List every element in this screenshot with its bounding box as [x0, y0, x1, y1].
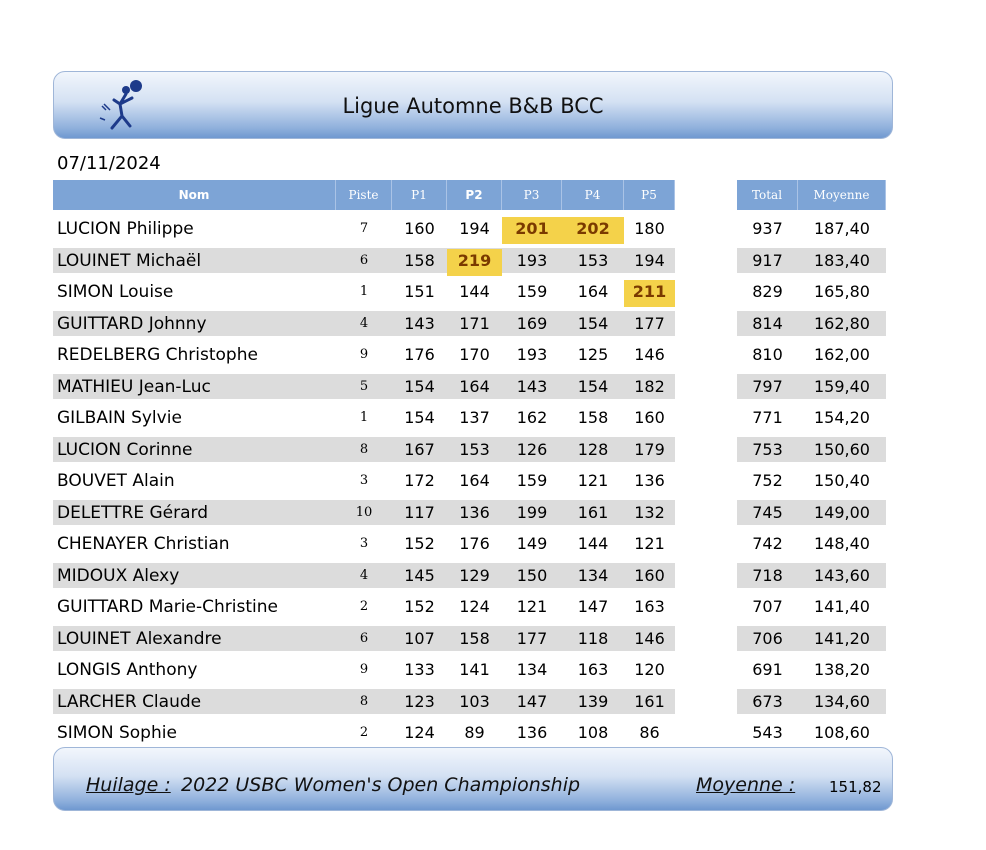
score-p1: 151	[404, 282, 435, 301]
player-name: GUITTARD Johnny	[57, 313, 207, 334]
moyenne-value: 151,82	[829, 778, 882, 796]
score-p2: 136	[459, 502, 490, 522]
piste-cell: 4	[359, 315, 369, 331]
score-p1: 107	[404, 628, 435, 648]
score-p4: 163	[577, 660, 609, 679]
score-p1: 145	[404, 565, 435, 585]
moyenne-cell: 143,60	[814, 565, 870, 585]
score-p2: 164	[459, 376, 490, 396]
score-p1: 167	[404, 439, 435, 459]
moyenne-cell: 183,40	[814, 250, 870, 270]
score-p2: 129	[459, 565, 490, 585]
table-row	[53, 718, 886, 748]
score-p5: 146	[634, 345, 665, 364]
table-row	[53, 309, 886, 339]
table-row	[53, 466, 886, 496]
moyenne-cell: 138,20	[814, 660, 870, 679]
score-p5: 194	[634, 250, 665, 270]
player-name: LOUINET Alexandre	[57, 628, 222, 649]
score-p3: 150	[516, 565, 548, 585]
moyenne-cell: 148,40	[814, 534, 870, 553]
score-p5: 211	[632, 282, 667, 301]
moyenne-cell: 141,20	[814, 628, 870, 648]
score-p4: 108	[577, 723, 609, 742]
table-row	[53, 592, 886, 622]
table-header	[53, 180, 675, 210]
total-cell: 707	[752, 597, 783, 616]
score-p4: 147	[577, 597, 609, 616]
moyenne-cell: 165,80	[814, 282, 870, 301]
score-p2: 194	[459, 219, 490, 238]
moyenne-cell: 154,20	[814, 408, 870, 427]
score-p3: 143	[516, 376, 548, 396]
score-p2: 124	[459, 597, 490, 616]
score-p2: 144	[459, 282, 490, 301]
table-row	[53, 277, 886, 307]
score-p5: 161	[634, 691, 665, 711]
score-p1: 154	[404, 376, 435, 396]
piste-cell: 8	[359, 693, 369, 709]
score-p1: 123	[404, 691, 435, 711]
moyenne-cell: 108,60	[814, 723, 870, 742]
piste-cell: 2	[359, 599, 369, 614]
score-p2: 137	[459, 408, 490, 427]
totals-header	[737, 180, 886, 210]
score-p2: 164	[459, 471, 490, 490]
moyenne-cell: 159,40	[814, 376, 870, 396]
table-row	[53, 498, 886, 528]
table-row	[53, 561, 886, 591]
score-p5: 146	[634, 628, 665, 648]
table-row	[53, 529, 886, 559]
score-p3: 134	[516, 660, 548, 679]
score-p1: 124	[404, 723, 435, 742]
huilage-value: 2022 USBC Women's Open Championship	[181, 774, 581, 796]
table-row	[53, 372, 886, 402]
score-p5: 180	[634, 219, 665, 238]
score-p3: 169	[516, 313, 548, 333]
date-label: 07/11/2024	[57, 153, 161, 174]
player-name: GILBAIN Sylvie	[57, 408, 182, 428]
total-cell: 753	[752, 439, 783, 459]
table-row	[53, 403, 886, 433]
score-p3: 149	[516, 534, 548, 553]
score-p5: 163	[634, 597, 665, 616]
score-p5: 136	[634, 471, 665, 490]
piste-cell: 3	[359, 473, 369, 488]
score-p2: 219	[457, 250, 492, 270]
score-p1: 154	[404, 408, 435, 427]
score-p3: 193	[516, 345, 548, 364]
player-name: LOUINET Michaël	[57, 250, 202, 271]
moyenne-cell: 162,80	[814, 313, 870, 333]
footer-banner	[53, 747, 893, 811]
table-row	[53, 655, 886, 685]
moyenne-cell: 149,00	[814, 502, 870, 522]
score-p5: 132	[634, 502, 665, 522]
moyenne-cell: 187,40	[814, 219, 870, 238]
moyenne-cell: 150,40	[814, 471, 870, 490]
score-p2: 153	[459, 439, 490, 459]
score-p3: 159	[516, 282, 548, 301]
player-name: BOUVET Alain	[57, 471, 175, 491]
header-nom: Nom	[53, 180, 336, 210]
score-p4: 153	[577, 250, 609, 270]
header-piste: Piste	[336, 180, 392, 210]
score-p4: 144	[577, 534, 609, 553]
score-p2: 170	[459, 345, 490, 364]
score-p1: 160	[404, 219, 435, 238]
player-name: MIDOUX Alexy	[57, 565, 180, 586]
score-p4: 125	[577, 345, 609, 364]
piste-cell: 8	[359, 441, 369, 457]
piste-cell: 7	[359, 221, 369, 236]
score-p1: 176	[404, 345, 435, 364]
piste-cell: 3	[359, 536, 369, 551]
header-p4: P4	[562, 180, 624, 210]
player-name: LONGIS Anthony	[57, 660, 198, 680]
table-row	[53, 246, 886, 276]
score-p4: 121	[577, 471, 609, 490]
score-p4: 158	[577, 408, 609, 427]
table-row	[53, 340, 886, 370]
moyenne-cell: 150,60	[814, 439, 870, 459]
total-cell: 937	[752, 219, 783, 238]
score-p3: 201	[515, 219, 549, 238]
score-p1: 133	[404, 660, 435, 679]
huilage-label: Huilage :	[86, 774, 171, 796]
score-p3: 177	[516, 628, 548, 648]
score-p4: 154	[577, 313, 609, 333]
total-cell: 771	[752, 408, 783, 427]
total-cell: 814	[752, 313, 783, 333]
player-name: LUCION Corinne	[57, 439, 193, 460]
player-name: GUITTARD Marie-Christine	[57, 597, 278, 617]
total-cell: 752	[752, 471, 783, 490]
score-p5: 120	[634, 660, 665, 679]
piste-cell: 4	[359, 567, 369, 583]
score-p3: 136	[516, 723, 548, 742]
score-p4: 164	[577, 282, 609, 301]
piste-cell: 1	[359, 410, 369, 425]
score-p5: 160	[634, 408, 665, 427]
player-name: MATHIEU Jean-Luc	[57, 376, 211, 397]
piste-cell: 10	[355, 504, 373, 520]
player-name: LARCHER Claude	[57, 691, 202, 712]
score-p4: 161	[577, 502, 609, 522]
table-row	[53, 624, 886, 654]
total-cell: 829	[752, 282, 783, 301]
total-cell: 718	[752, 565, 783, 585]
moyenne-cell: 134,60	[814, 691, 870, 711]
piste-cell: 6	[359, 630, 369, 646]
piste-cell: 1	[359, 284, 369, 299]
piste-cell: 5	[359, 378, 369, 394]
total-cell: 742	[752, 534, 783, 553]
score-p5: 160	[634, 565, 665, 585]
score-p1: 172	[404, 471, 435, 490]
piste-cell: 6	[359, 252, 369, 268]
score-p4: 154	[577, 376, 609, 396]
header-p3: P3	[502, 180, 562, 210]
total-cell: 810	[752, 345, 783, 364]
score-p3: 126	[516, 439, 548, 459]
score-p3: 121	[516, 597, 548, 616]
score-p3: 162	[516, 408, 548, 427]
player-name: SIMON Louise	[57, 282, 174, 302]
score-p2: 158	[459, 628, 490, 648]
score-p4: 128	[577, 439, 609, 459]
header-p1: P1	[392, 180, 447, 210]
moyenne-label: Moyenne :	[696, 774, 796, 796]
piste-cell: 9	[359, 347, 369, 362]
player-name: REDELBERG Christophe	[57, 345, 258, 365]
header-p2: P2	[447, 180, 502, 210]
score-p4: 139	[577, 691, 609, 711]
score-p2: 176	[459, 534, 490, 553]
score-p5: 182	[634, 376, 665, 396]
player-name: LUCION Philippe	[57, 219, 194, 239]
score-p2: 141	[459, 660, 490, 679]
page-title: Ligue Automne B&B BCC	[342, 94, 604, 118]
table-row	[53, 435, 886, 465]
score-p4: 202	[576, 219, 610, 238]
score-p2: 103	[459, 691, 490, 711]
score-p2: 171	[459, 313, 490, 333]
score-p1: 143	[404, 313, 435, 333]
title-banner	[53, 71, 893, 139]
score-p3: 193	[516, 250, 548, 270]
moyenne-cell: 162,00	[814, 345, 870, 364]
score-p5: 86	[639, 723, 660, 742]
total-cell: 543	[752, 723, 783, 742]
moyenne-cell: 141,40	[814, 597, 870, 616]
piste-cell: 2	[359, 725, 369, 740]
total-cell: 706	[752, 628, 783, 648]
score-p1: 158	[404, 250, 435, 270]
score-p4: 118	[577, 628, 609, 648]
total-cell: 745	[752, 502, 783, 522]
total-cell: 917	[752, 250, 783, 270]
player-name: DELETTRE Gérard	[57, 502, 208, 523]
score-p5: 177	[634, 313, 665, 333]
score-p3: 199	[516, 502, 548, 522]
score-p4: 134	[577, 565, 609, 585]
score-p1: 117	[404, 502, 435, 522]
table-row	[53, 687, 886, 717]
score-p5: 179	[634, 439, 665, 459]
header-total: Total	[737, 180, 798, 210]
table-row	[53, 214, 886, 244]
total-cell: 673	[752, 691, 783, 711]
score-p3: 147	[516, 691, 548, 711]
total-cell: 691	[752, 660, 783, 679]
header-moyenne: Moyenne	[798, 180, 886, 210]
score-p2: 89	[464, 723, 485, 742]
player-name: CHENAYER Christian	[57, 534, 230, 554]
total-cell: 797	[752, 376, 783, 396]
piste-cell: 9	[359, 662, 369, 677]
player-name: SIMON Sophie	[57, 723, 177, 743]
score-p1: 152	[404, 597, 435, 616]
score-p1: 152	[404, 534, 435, 553]
header-p5: P5	[624, 180, 675, 210]
score-p3: 159	[516, 471, 548, 490]
score-p5: 121	[634, 534, 665, 553]
